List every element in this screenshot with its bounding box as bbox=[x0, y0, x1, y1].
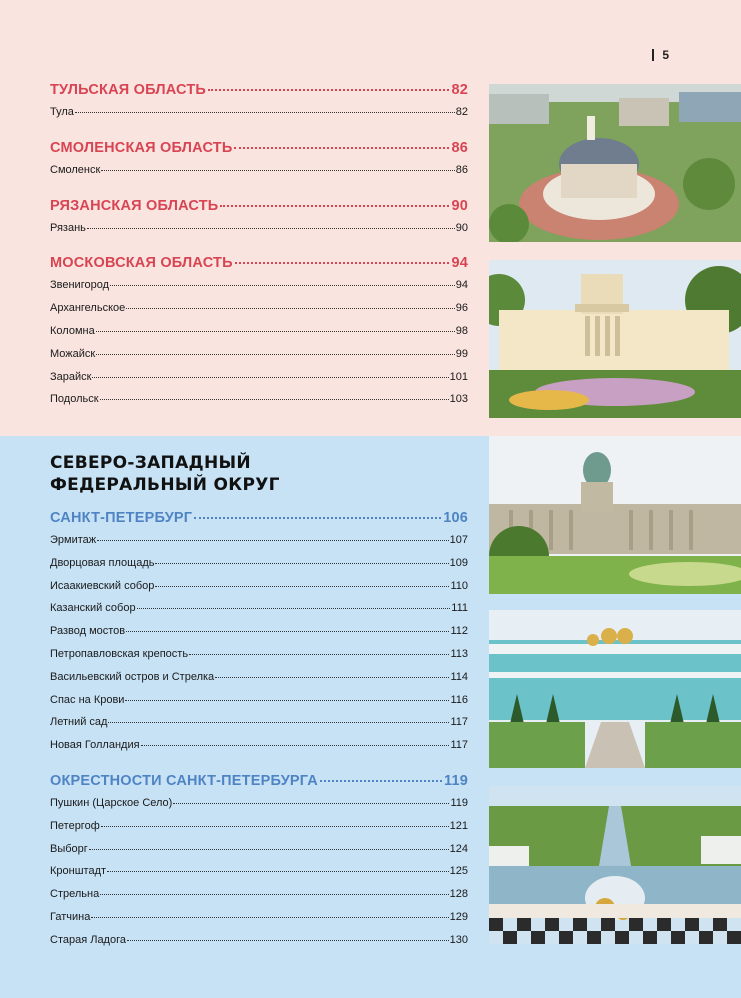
photo-peterhof bbox=[489, 786, 741, 944]
photo-catherine-palace bbox=[489, 610, 741, 768]
toc-entry-mozhaysk[interactable]: Можайск 99 bbox=[50, 347, 468, 360]
toc-bottom bbox=[50, 452, 468, 957]
toc-entry-vasilievsky[interactable]: Васильевский остров и Стрелка 114 bbox=[50, 670, 468, 683]
toc-entry-zvenigorod[interactable]: Звенигород 94 bbox=[50, 279, 468, 292]
toc-entry-peter-paul-fortress[interactable]: Петропавловская крепость 113 bbox=[50, 647, 468, 660]
toc-entry-smolensk[interactable]: Смоленск 86 bbox=[50, 163, 468, 176]
toc-entry-palace-square[interactable]: Дворцовая площадь 109 bbox=[50, 556, 468, 569]
toc-entry-gatchina[interactable]: Гатчина 129 bbox=[50, 910, 468, 923]
page-number: 5 bbox=[652, 48, 669, 62]
toc-entry-peterhof[interactable]: Петергоф 121 bbox=[50, 819, 468, 832]
region-heading-tula[interactable]: ТУЛЬСКАЯ ОБЛАСТЬ 82 bbox=[50, 82, 468, 98]
toc-entry-tula[interactable]: Тула 82 bbox=[50, 106, 468, 118]
toc-entry-kronstadt[interactable]: Кронштадт 125 bbox=[50, 865, 468, 878]
toc-entry-kolomna[interactable]: Коломна 98 bbox=[50, 324, 468, 337]
toc-entry-podolsk[interactable]: Подольск 103 bbox=[50, 393, 468, 406]
region-heading-smolensk[interactable]: СМОЛЕНСКАЯ ОБЛАСТЬ 86 bbox=[50, 139, 468, 156]
photo-tula-aerial bbox=[489, 84, 741, 242]
toc-entry-pushkin[interactable]: Пушкин (Царское Село) 119 bbox=[50, 796, 468, 809]
region-heading-saint-petersburg[interactable]: САНКТ-ПЕТЕРБУРГ 106 bbox=[50, 510, 468, 526]
photo-kazan-cathedral bbox=[489, 436, 741, 594]
toc-entry-arkhangelskoe[interactable]: Архангельское 96 bbox=[50, 302, 468, 315]
toc-entry-strelna[interactable]: Стрельна 128 bbox=[50, 888, 468, 901]
toc-entry-vyborg[interactable]: Выборг 124 bbox=[50, 842, 468, 855]
toc-entry-ryazan[interactable]: Рязань 90 bbox=[50, 221, 468, 234]
federal-district-title: СЕВЕРО-ЗАПАДНЫЙ ФЕДЕРАЛЬНЫЙ ОКРУГ bbox=[50, 453, 280, 495]
toc-entry-spas-na-krovi[interactable]: Спас на Крови 116 bbox=[50, 693, 468, 706]
toc-entry-bridges[interactable]: Развод мостов 112 bbox=[50, 625, 468, 638]
toc-entry-new-holland[interactable]: Новая Голландия 117 bbox=[50, 739, 468, 752]
toc-entry-staraya-ladoga[interactable]: Старая Ладога 130 bbox=[50, 933, 468, 946]
region-heading-spb-suburbs[interactable]: ОКРЕСТНОСТИ САНКТ-ПЕТЕРБУРГА 119 bbox=[50, 772, 468, 789]
toc-top bbox=[50, 82, 468, 416]
toc-entry-summer-garden[interactable]: Летний сад 117 bbox=[50, 716, 468, 729]
toc-entry-isaac-cathedral[interactable]: Исаакиевский собор 110 bbox=[50, 579, 468, 592]
page-number-divider bbox=[652, 49, 654, 61]
region-heading-ryazan[interactable]: РЯЗАНСКАЯ ОБЛАСТЬ 90 bbox=[50, 197, 468, 214]
toc-entry-hermitage[interactable]: Эрмитаж 107 bbox=[50, 534, 468, 546]
photo-arkhangelskoe bbox=[489, 260, 741, 418]
toc-entry-kazan-cathedral[interactable]: Казанский собор 111 bbox=[50, 602, 468, 615]
toc-entry-zaraysk[interactable]: Зарайск 101 bbox=[50, 370, 468, 383]
region-heading-moscow[interactable]: МОСКОВСКАЯ ОБЛАСТЬ 94 bbox=[50, 255, 468, 272]
